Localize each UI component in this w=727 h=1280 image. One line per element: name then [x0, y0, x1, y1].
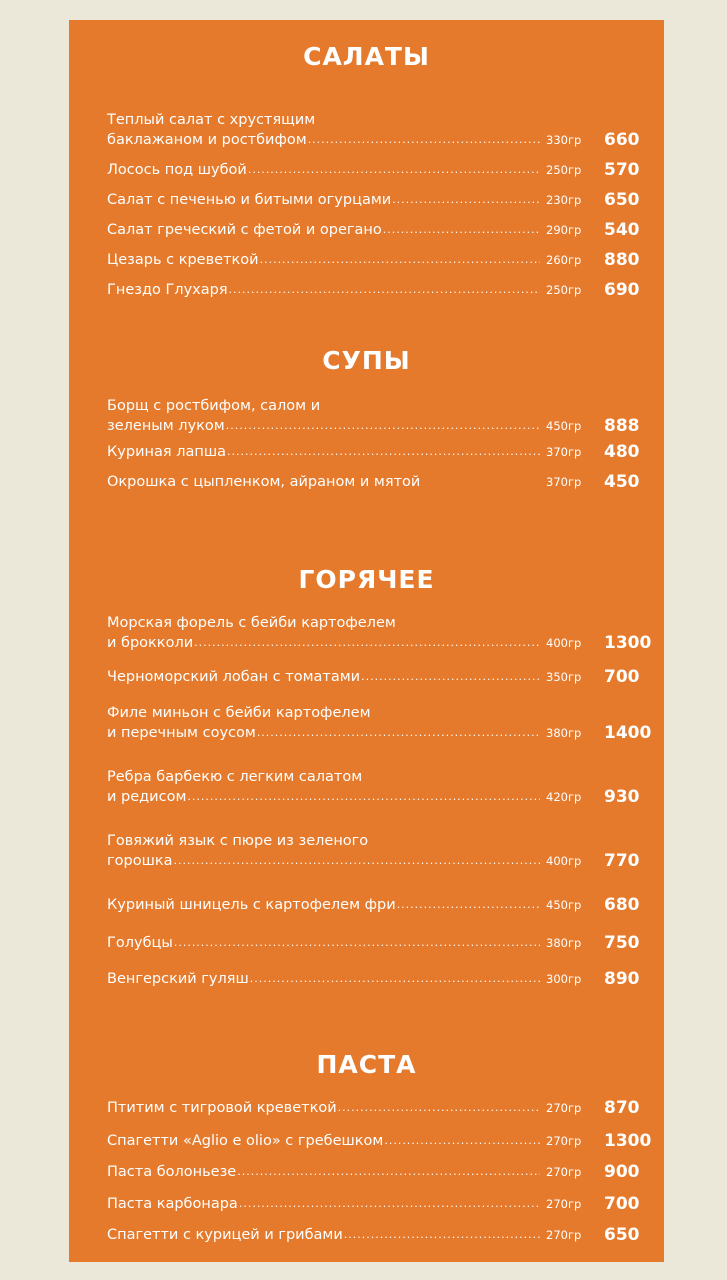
item-weight: 300гр	[546, 972, 582, 986]
leader-dots	[344, 1225, 540, 1245]
item-price: 450	[604, 472, 640, 492]
item-price: 650	[604, 190, 640, 210]
item-name: Куриная лапша	[107, 444, 226, 460]
item-name-line1: Теплый салат с хрустящим	[107, 112, 316, 128]
item-price: 870	[604, 1098, 640, 1118]
leader-dots	[338, 1098, 540, 1118]
item-name: Салат греческий с фетой и орегано	[107, 222, 382, 238]
item-weight: 270гр	[546, 1101, 582, 1115]
menu-item	[69, 969, 664, 999]
item-price: 900	[604, 1162, 640, 1182]
leader-dots	[392, 190, 540, 210]
item-name: Венгерский гуляш	[107, 971, 249, 987]
item-name-line1: Ребра барбекю с легким салатом	[107, 769, 363, 785]
leader-dots	[174, 933, 540, 953]
leader-dots	[257, 723, 540, 743]
item-weight: 270гр	[546, 1197, 582, 1211]
item-name: Спагетти с курицей и грибами	[107, 1227, 343, 1243]
leader-dots	[239, 1194, 540, 1214]
menu-item	[69, 667, 664, 703]
menu-item	[69, 220, 664, 250]
menu-item	[69, 831, 664, 895]
item-name: Куриный шницель с картофелем фри	[107, 897, 396, 913]
item-name: Гнездо Глухаря	[107, 282, 228, 298]
item-price: 1300	[604, 633, 652, 653]
item-name-line1: Морская форель с бейби картофелем	[107, 615, 396, 631]
item-weight: 450гр	[546, 419, 582, 433]
menu-item	[69, 895, 664, 933]
section-title: ПАСТА	[316, 1050, 417, 1079]
leader-dots	[308, 130, 540, 150]
item-price: 880	[604, 250, 640, 270]
section-title: ГОРЯЧЕЕ	[298, 565, 435, 594]
leader-dots	[361, 667, 540, 687]
item-name: Лосось под шубой	[107, 162, 247, 178]
leader-dots	[227, 442, 540, 462]
menu-item	[69, 1131, 664, 1162]
item-weight: 230гр	[546, 193, 582, 207]
leader-dots	[383, 220, 540, 240]
item-name: баклажаном и ростбифом	[107, 132, 307, 148]
menu-item	[69, 280, 664, 310]
leader-dots	[260, 250, 540, 270]
item-price: 690	[604, 280, 640, 300]
menu-item	[69, 190, 664, 220]
section-pasta	[69, 1050, 664, 1255]
leader-dots	[229, 280, 540, 300]
menu-panel	[69, 20, 664, 1262]
item-name: Салат с печенью и битыми огурцами	[107, 192, 392, 208]
menu-item	[69, 250, 664, 280]
item-price: 1400	[604, 723, 652, 743]
leader-dots	[248, 160, 540, 180]
section-hot-dishes	[69, 565, 664, 999]
item-name: и перечным соусом	[107, 725, 256, 741]
item-name: Птитим с тигровой креветкой	[107, 1100, 337, 1116]
item-price: 770	[604, 851, 640, 871]
item-name-line1: Филе миньон с бейби картофелем	[107, 705, 371, 721]
item-price: 480	[604, 442, 640, 462]
menu-item	[69, 160, 664, 190]
menu-item	[69, 703, 664, 767]
item-price: 890	[604, 969, 640, 989]
item-price: 660	[604, 130, 640, 150]
item-name: Цезарь с креветкой	[107, 252, 259, 268]
item-price: 570	[604, 160, 640, 180]
item-price: 1300	[604, 1131, 652, 1151]
menu-item	[69, 1194, 664, 1225]
item-name-line1: Говяжий язык с пюре из зеленого	[107, 833, 369, 849]
item-name: Паста карбонара	[107, 1196, 238, 1212]
item-name: Черноморский лобан с томатами	[107, 669, 361, 685]
section-title: СУПЫ	[322, 346, 411, 375]
leader-dots	[384, 1131, 540, 1151]
item-name: и редисом	[107, 789, 187, 805]
item-weight: 370гр	[546, 475, 582, 489]
item-name: горошка	[107, 853, 173, 869]
item-weight: 250гр	[546, 163, 582, 177]
leader-dots	[226, 416, 540, 436]
item-price: 680	[604, 895, 640, 915]
item-weight: 250гр	[546, 283, 582, 297]
leader-dots	[397, 895, 540, 915]
leader-dots	[187, 787, 540, 807]
leader-dots	[250, 969, 540, 989]
item-weight: 400гр	[546, 854, 582, 868]
item-name-line1: Борщ с ростбифом, салом и	[107, 398, 321, 414]
menu-item	[69, 613, 664, 667]
section-soups	[69, 346, 664, 502]
menu-item	[69, 1162, 664, 1194]
menu-item	[69, 472, 664, 502]
item-name: и брокколи	[107, 635, 194, 651]
item-price: 700	[604, 1194, 640, 1214]
item-name: Спагетти «Aglio e olio» с гребешком	[107, 1133, 384, 1149]
item-weight: 450гр	[546, 898, 582, 912]
item-weight: 400гр	[546, 636, 582, 650]
item-weight: 270гр	[546, 1134, 582, 1148]
menu-item	[69, 767, 664, 831]
menu-item	[69, 442, 664, 472]
item-price: 750	[604, 933, 640, 953]
section-salads	[69, 42, 664, 310]
menu-item	[69, 1098, 664, 1131]
item-name: зеленым луком	[107, 418, 225, 434]
item-price: 540	[604, 220, 640, 240]
item-weight: 380гр	[546, 936, 582, 950]
item-weight: 420гр	[546, 790, 582, 804]
item-name: Паста болоньезе	[107, 1164, 237, 1180]
item-price: 930	[604, 787, 640, 807]
item-name: Окрошка с цыпленком, айраном и мятой	[107, 474, 421, 490]
section-title: САЛАТЫ	[303, 42, 430, 71]
item-weight: 330гр	[546, 133, 582, 147]
item-weight: 270гр	[546, 1165, 582, 1179]
item-weight: 350гр	[546, 670, 582, 684]
item-weight: 380гр	[546, 726, 582, 740]
leader-dots	[173, 851, 540, 871]
menu-item	[69, 1225, 664, 1255]
leader-dots	[194, 633, 540, 653]
item-price: 888	[604, 416, 640, 436]
item-weight: 370гр	[546, 445, 582, 459]
item-price: 700	[604, 667, 640, 687]
item-price: 650	[604, 1225, 640, 1245]
item-weight: 270гр	[546, 1228, 582, 1242]
item-weight: 260гр	[546, 253, 582, 267]
leader-dots	[237, 1162, 540, 1182]
item-weight: 290гр	[546, 223, 582, 237]
item-name: Голубцы	[107, 935, 173, 951]
menu-item	[69, 933, 664, 969]
